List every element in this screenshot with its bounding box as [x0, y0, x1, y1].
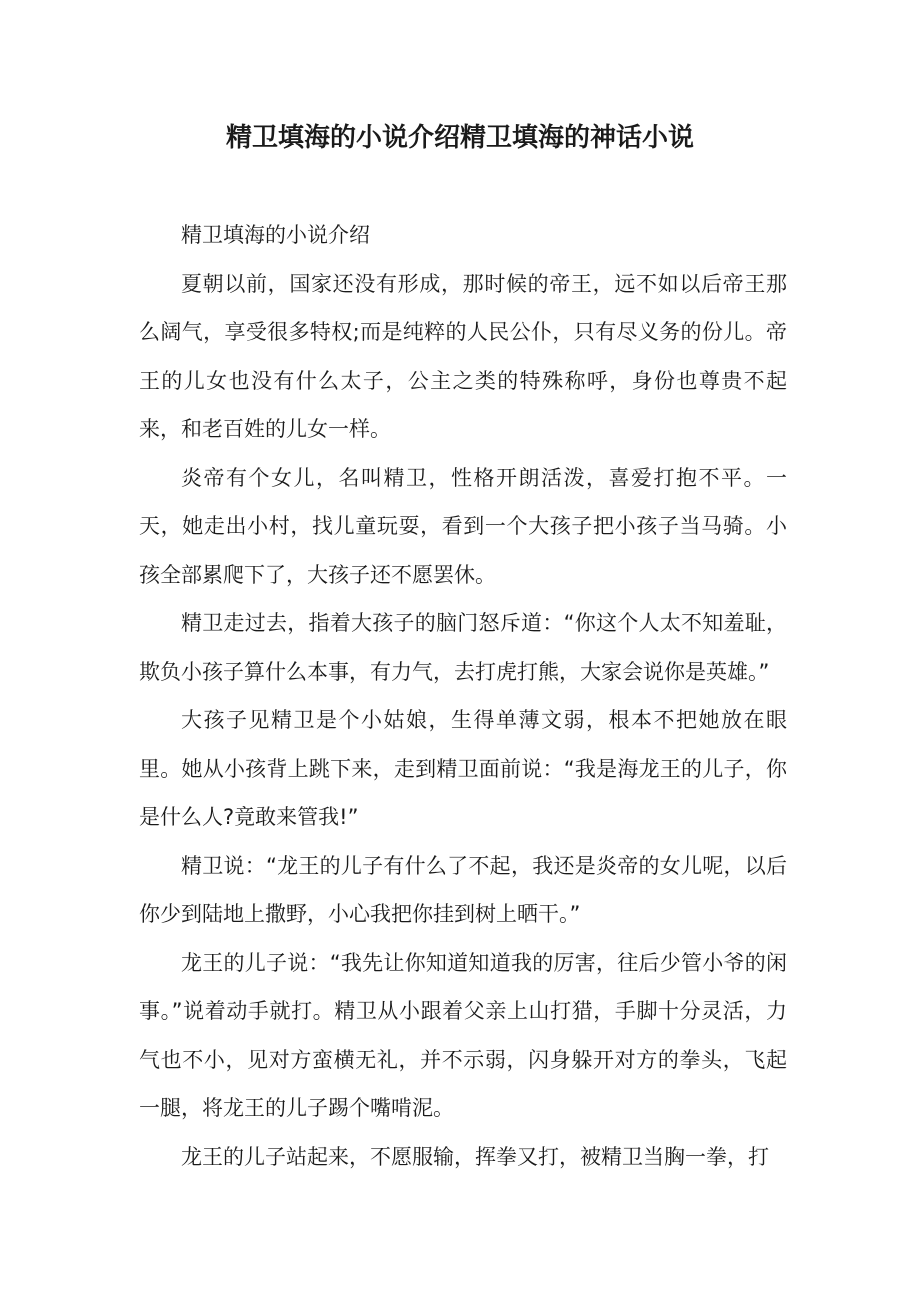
- paragraph: 精卫说：“龙王的儿子有什么了不起，我还是炎帝的女儿呢，以后你少到陆地上撒野，小心我把你挂到树上晒干。”: [139, 853, 787, 926]
- paragraph: 龙王的儿子说：“我先让你知道知道我的厉害，往后少管小爷的闲事。”说着动手就打。精卫从小跟着父亲上山打猎，手脚十分灵活，力气也不小，见对方蛮横无礼，并不示弱，闪身躲开对方的拳头，飞起一腿，将龙王的儿子踢个嘴啃泥。: [139, 950, 787, 1120]
- paragraph: 龙王的儿子站起来，不愿服输，挥拳又打，被精卫当胸一拳，打: [181, 1144, 769, 1169]
- paragraph: 精卫走过去，指着大孩子的脑门怒斥道：“你这个人太不知羞耻，欺负小孩子算什么本事，有力气，去打虎打熊，大家会说你是英雄。”: [139, 611, 787, 684]
- paragraph: 夏朝以前，国家还没有形成，那时候的帝王，远不如以后帝王那么阔气，享受很多特权;而是纯粹的人民公仆，只有尽义务的份儿。帝王的儿女也没有什么太子，公主之类的特殊称呼，身份也尊贵不起来，和老百姓的儿女一样。: [139, 271, 787, 441]
- paragraph-subtitle: 精卫填海的小说介绍: [181, 223, 370, 247]
- paragraph: 炎帝有个女儿，名叫精卫，性格开朗活泼，喜爱打抱不平。一天，她走出小村，找儿童玩耍，看到一个大孩子把小孩子当马骑。小孩全部累爬下了，大孩子还不愿罢休。: [139, 465, 787, 587]
- paragraph: 大孩子见精卫是个小姑娘，生得单薄文弱，根本不把她放在眼里。她从小孩背上跳下来，走到精卫面前说：“我是海龙王的儿子，你是什么人?竟敢来管我!”: [139, 708, 787, 829]
- document-body: [139, 211, 787, 1181]
- document-title: 精卫填海的小说介绍精卫填海的神话小说: [225, 123, 694, 153]
